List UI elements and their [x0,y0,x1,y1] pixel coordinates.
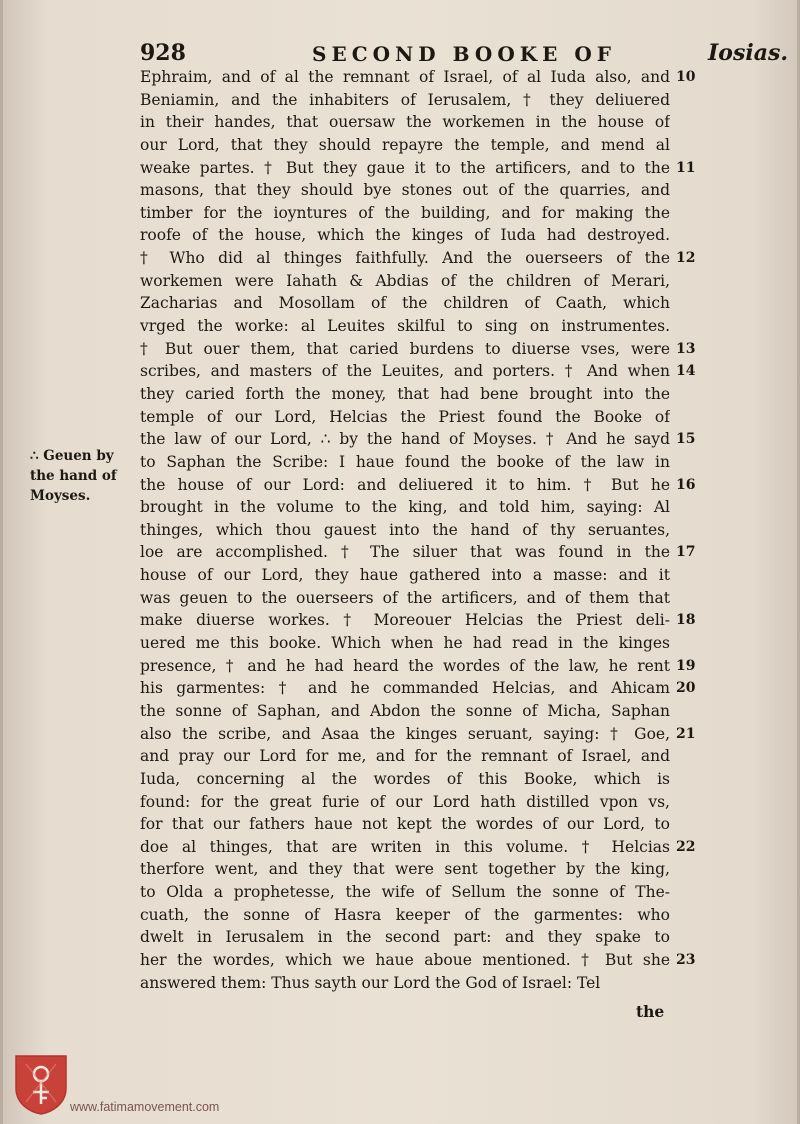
verse-number: 23 [676,951,696,968]
text-line: found: for the great furie of our Lord hath distilled vpon vs, [140,792,670,811]
verse-number [676,383,716,406]
verse-number [676,813,716,836]
margin-note-line: the hand of [30,468,117,484]
verse-number [676,700,716,723]
text-line: answered them: Thus sayth our Lord the God of Israel: Tel [140,973,601,992]
text-line: was geuen to the ouerseers of the artificers, and of them that [140,588,670,607]
verse-number [676,315,716,338]
verse-number [676,926,716,949]
text-line: dwelt in Ierusalem in the second part: and they spake to [140,928,670,947]
text-line: weake partes. † But they gaue it to the artificers, and to the [140,158,670,177]
text-line: loe are accomplished. † The siluer that was found in the [140,543,670,562]
verse-number [676,519,716,542]
verse-number [676,224,716,247]
verse-number [676,179,716,202]
shield-logo-icon [12,1052,70,1116]
text-line: Beniamin, and the inhabiters of Ierusalem, † they deliuered [140,90,670,109]
page-number: 928 [140,40,186,66]
text-line: house of our Lord, they haue gathered into a masse: and it [140,566,670,585]
verse-number [676,202,716,225]
text-line: † Who did al thinges faithfully. And the ouerseers of the [140,249,670,268]
text-line: masons, that they should bye stones out of the quarries, and [140,181,670,200]
verse-number [676,451,716,474]
verse-number: 18 [676,612,696,629]
text-line: Zacharias and Mosollam of the children of Caath, which [140,294,670,313]
text-line: presence, † and he had heard the wordes of the law, he rent [140,656,670,675]
verse-number-column [676,66,716,994]
verse-number: 13 [676,340,696,357]
text-line: Ephraim, and of al the remnant of Israel, of al Iuda also, and [140,68,670,86]
verse-number: 22 [676,838,696,855]
text-line: to Olda a prophetesse, the wife of Sellum the sonne of The- [140,883,670,902]
margin-note-line: Moyses. [30,488,91,504]
text-line: brought in the volume to the king, and told him, saying: Al [140,498,670,517]
text-line: uered me this booke. Which when he had read in the kinges [140,634,670,653]
text-line: therfore went, and they that were sent together by the king, [140,860,670,879]
text-line: cuath, the sonne of Hasra keeper of the garmentes: who [140,905,670,924]
verse-number [676,858,716,881]
text-line: vrged the worke: al Leuites skilful to sing on instrumentes. [140,317,670,336]
verse-number [676,768,716,791]
verse-number: 17 [676,544,696,561]
running-subject: Iosias. [708,40,789,66]
verse-number [676,292,716,315]
text-line: Iuda, concerning al the wordes of this Booke, which is [140,769,670,788]
verse-number [676,632,716,655]
text-line: workemen were Iahath & Abdias of the children of Merari, [140,271,670,290]
verse-number [676,564,716,587]
text-line: also the scribe, and Asaa the kinges seruant, saying: † Goe, [140,724,670,743]
verse-number [676,134,716,157]
verse-number: 16 [676,476,696,493]
text-line: temple of our Lord, Helcias the Priest found the Booke of [140,407,670,426]
text-line: to Saphan the Scribe: I haue found the booke of the law in [140,452,670,471]
text-line: the house of our Lord: and deliuered it to him. † But he [140,475,670,494]
verse-number [676,904,716,927]
margin-note-line: ∴ Geuen by [30,448,114,464]
text-line: make diuerse workes. † Moreouer Helcias the Priest deli- [140,611,670,630]
text-line: timber for the ioyntures of the building, and for making the [140,203,670,222]
running-title: SECOND BOOKE OF [312,42,616,66]
text-line: his garmentes: † and he commanded Helcias, and Ahicam [140,679,670,698]
text-line: in their handes, that ouersaw the workemen in the house of [140,113,670,132]
watermark-url: www.fatimamovement.com [70,1100,220,1114]
verse-number [676,270,716,293]
verse-number [676,89,716,112]
catchword: the [636,1002,665,1021]
verse-number: 12 [676,250,696,267]
text-line: thinges, which thou gauest into the hand of thy seruantes, [140,520,670,539]
verse-number [676,972,716,995]
verse-number: 20 [676,680,696,697]
verse-number [676,587,716,610]
verse-number [676,791,716,814]
verse-number [676,496,716,519]
verse-number: 14 [676,363,696,380]
verse-number [676,111,716,134]
text-line: the law of our Lord, ∴ by the hand of Moyses. † And he sayd [140,430,670,449]
text-line: and pray our Lord for me, and for the remnant of Israel, and [140,747,670,766]
margin-note [30,446,122,506]
verse-number: 15 [676,431,696,448]
verse-number: 21 [676,725,696,742]
verse-number [676,406,716,429]
text-line: for that our fathers haue not kept the wordes of our Lord, to [140,815,670,834]
verse-number: 10 [676,69,696,85]
page-left-edge [0,0,3,1124]
body-text [140,66,670,994]
verse-number [676,881,716,904]
text-line: roofe of the house, which the kinges of Iuda had destroyed. [140,226,670,245]
text-line: they caried forth the money, that had bene brought into the [140,384,670,403]
text-line: † But ouer them, that caried burdens to diuerse vses, were [140,339,670,358]
text-line: the sonne of Saphan, and Abdon the sonne of Micha, Saphan [140,701,670,720]
text-line: our Lord, that they should repayre the temple, and mend al [140,135,670,154]
page-header [0,36,800,70]
verse-number [676,745,716,768]
text-line: her the wordes, which we haue aboue mentioned. † But she [140,950,670,969]
verse-number: 11 [676,159,696,176]
text-line: scribes, and masters of the Leuites, and porters. † And when [140,362,670,381]
verse-number: 19 [676,657,696,674]
text-line: doe al thinges, that are writen in this volume. † Helcias [140,837,670,856]
